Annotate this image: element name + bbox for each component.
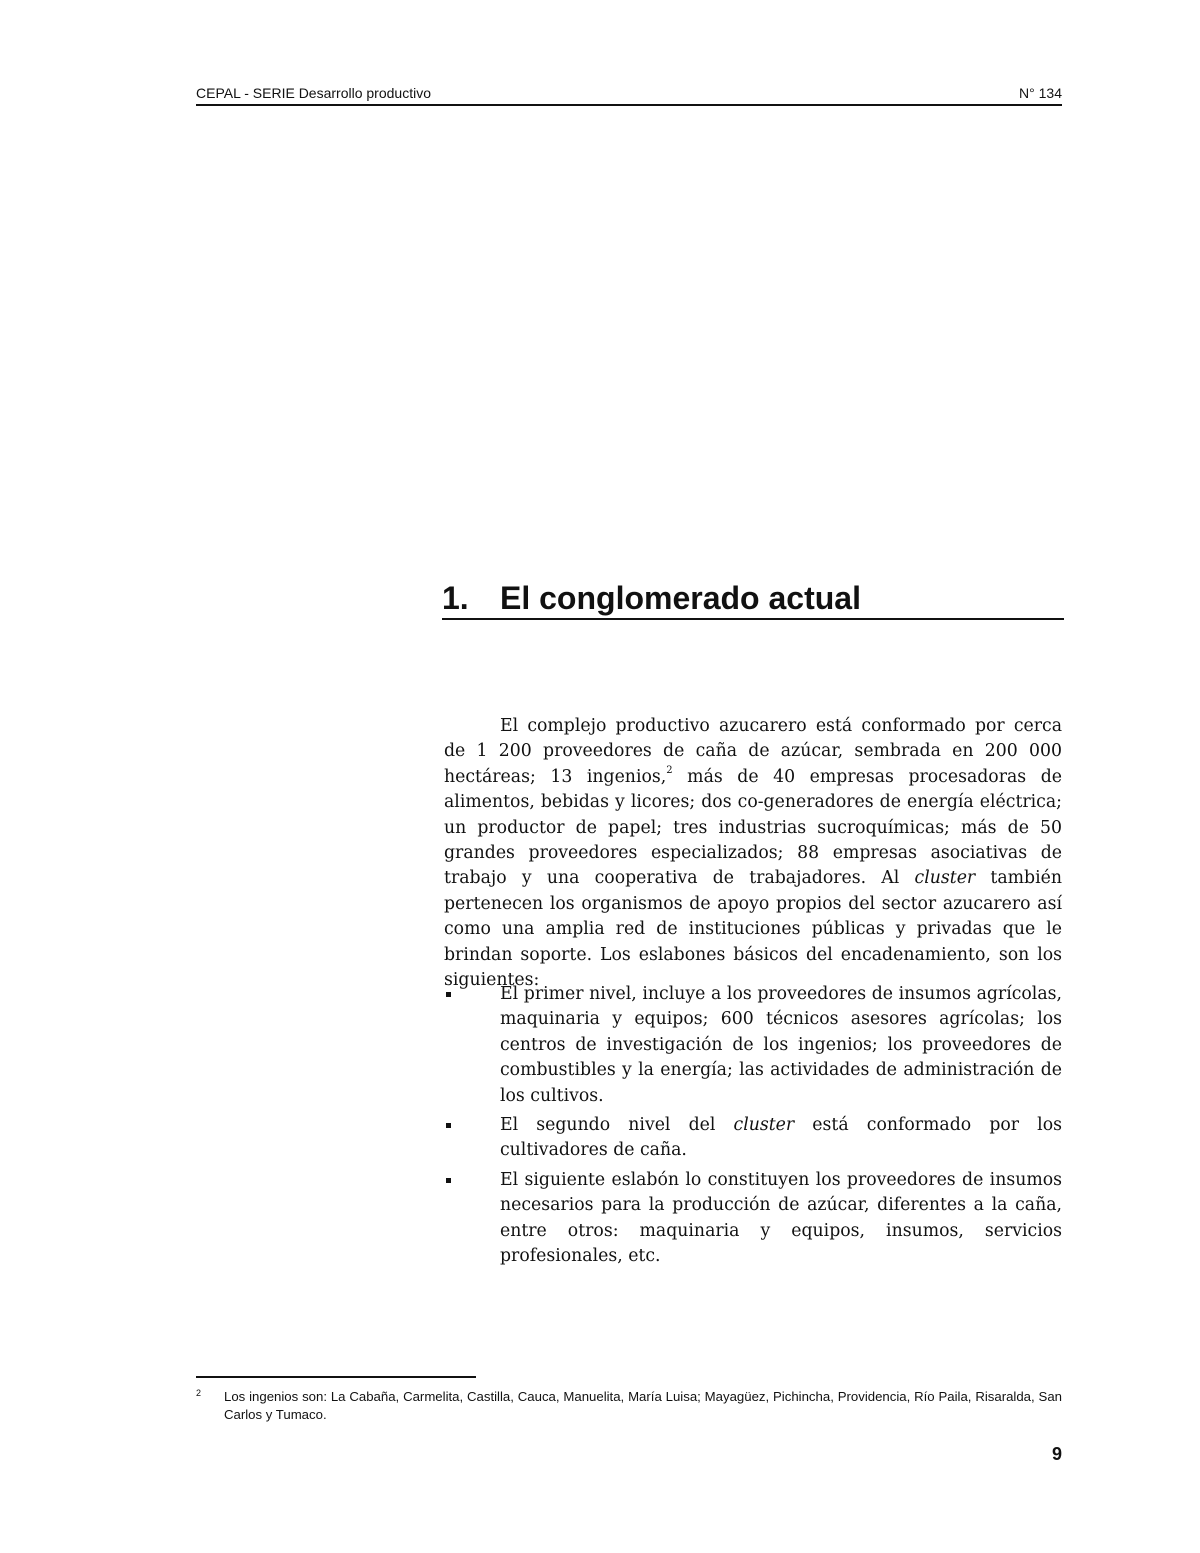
chapter-heading [442, 578, 1064, 620]
bullet-icon [446, 1123, 451, 1128]
paragraph-text: El complejo productivo azucarero está conformado por cerca de 1 200 proveedores de caña de azúcar, sembrada en 200 000 hectáreas; 13 ingenios, [444, 716, 1062, 787]
list-item-text: El segundo nivel del [500, 1115, 734, 1136]
list-item [444, 1113, 1062, 1164]
body-text [444, 714, 1062, 993]
footnote [196, 1388, 1062, 1424]
paragraph-text: también pertenecen los organismos de apoyo propios del sector azucarero así como una amplia red de instituciones públicas y privadas que le brindan soporte. Los eslabones básicos del encadenamiento, son los siguientes: [444, 868, 1062, 991]
running-header [196, 84, 1062, 106]
emphasis-term: cluster [733, 1115, 795, 1136]
bullet-icon [446, 992, 451, 997]
footnote-reference[interactable]: 2 [666, 764, 673, 776]
chapter-number: 1. [442, 580, 469, 616]
paragraph-text: más de 40 empresas procesadoras de alimentos, bebidas y licores; dos co-generadores de energía eléctrica; un productor de papel; tres industrias sucroquímicas; más de 50 grandes proveedores especializados; 88 empresas asociativas de trabajo y una cooperativa de trabajadores. Al [444, 766, 1062, 889]
emphasis-term: cluster [914, 868, 976, 889]
list-item [444, 1168, 1062, 1270]
list-item-text: El siguiente eslabón lo constituyen los proveedores de insumos necesarios para la producción de azúcar, diferentes a la caña, entre otros: maquinaria y equipos, insumos, servicios profesionales, etc. [500, 1169, 1062, 1267]
issue-number: N° 134 [1019, 85, 1062, 101]
chapter-title: El conglomerado actual [500, 580, 861, 616]
list-item [444, 982, 1062, 1109]
footnote-separator [196, 1376, 476, 1378]
series-title: CEPAL - SERIE Desarrollo productivo [196, 85, 431, 101]
list-item-text: está conformado por los cultivadores de caña. [500, 1115, 1062, 1161]
page-number: 9 [1051, 1444, 1062, 1464]
bullet-list [444, 982, 1062, 1273]
footnote-text: Los ingenios son: La Cabaña, Carmelita, Castilla, Cauca, Manuelita, María Luisa; Mayagüez, Pichincha, Providencia, Río Paila, Risaralda, San Carlos y Tumaco. [224, 1389, 1062, 1422]
bullet-icon [446, 1178, 451, 1183]
paragraph [444, 714, 1062, 993]
list-item-text: El primer nivel, incluye a los proveedores de insumos agrícolas, maquinaria y equipos; 600 técnicos asesores agrícolas; los centros de investigación de los ingenios; los proveedores de combustibles y la energía; las actividades de administración de los cultivos. [500, 984, 1062, 1106]
footnote-number: 2 [196, 1388, 202, 1398]
